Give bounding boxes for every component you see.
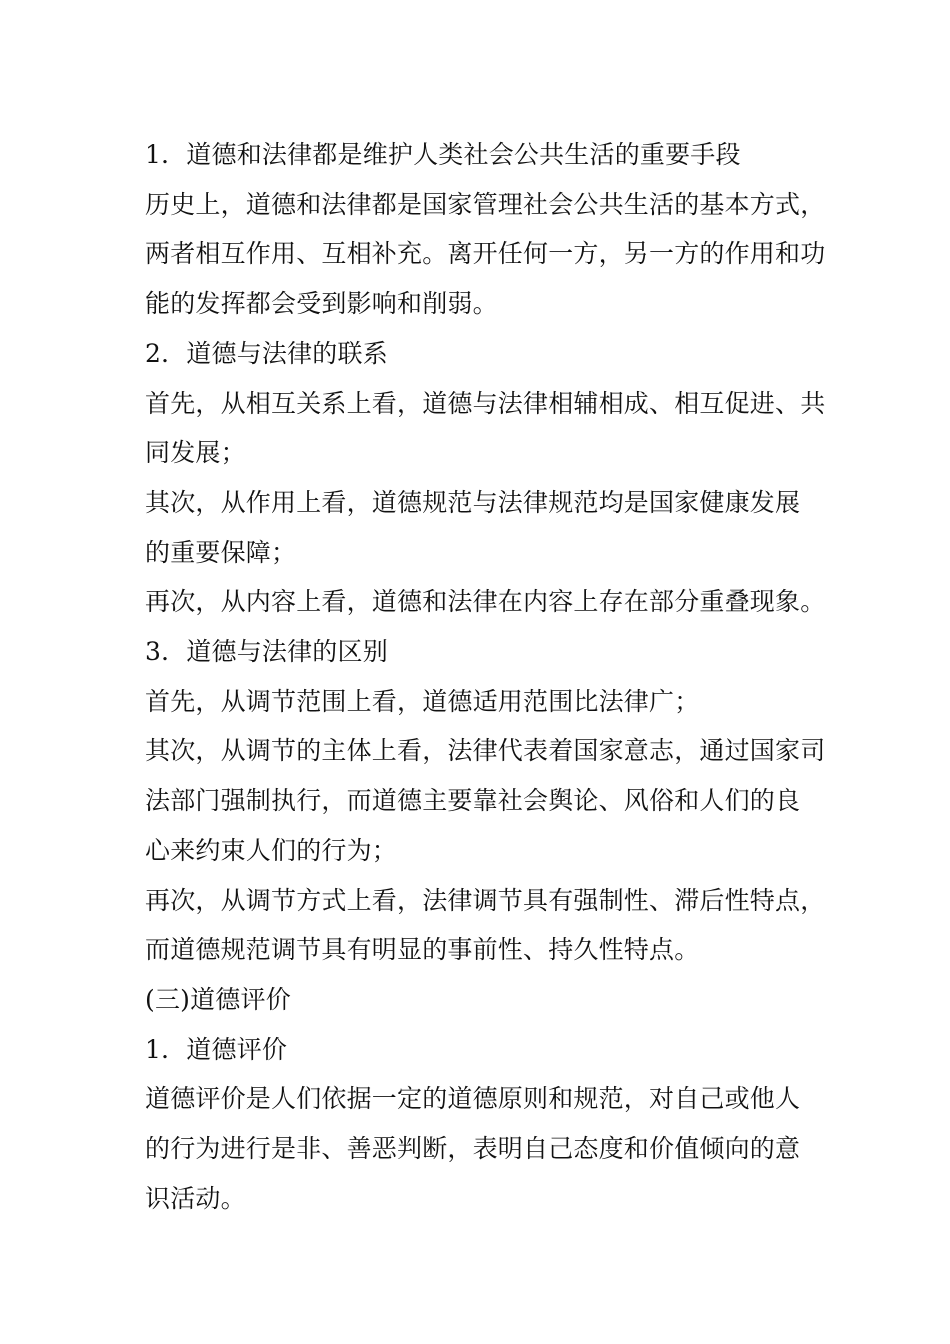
paragraph-line: 再次，从内容上看，道德和法律在内容上存在部分重叠现象。 [145,587,826,617]
heading-1-morality-law-means: 1．道德和法律都是维护人类社会公共生活的重要手段 [145,140,741,169]
heading-3-morality-law-difference: 3．道德与法律的区别 [145,637,388,667]
paragraph-line: 两者相互作用、互相补充。离开任何一方，另一方的作用和功 [145,239,826,269]
paragraph-line: 首先，从调节范围上看，道德适用范围比法律广； [145,686,700,716]
paragraph-line: 同发展； [145,438,246,468]
paragraph-line: 识活动。 [145,1183,246,1213]
paragraph-line: 心来约束人们的行为； [145,835,398,865]
section-heading-moral-evaluation: (三)道德评价 [145,984,291,1014]
paragraph-line: 的行为进行是非、善恶判断，表明自己态度和价值倾向的意 [145,1134,801,1164]
paragraph-line: 再次，从调节方式上看，法律调节具有强制性、滞后性特点， [145,885,826,915]
paragraph-line: 的重要保障； [145,537,297,567]
paragraph-line: 历史上，道德和法律都是国家管理社会公共生活的基本方式， [145,189,826,219]
paragraph-line: 而道德规范调节具有明显的事前性、持久性特点。 [145,935,700,965]
paragraph-line: 法部门强制执行，而道德主要靠社会舆论、风俗和人们的良 [145,786,801,816]
paragraph-line: 其次，从调节的主体上看，法律代表着国家意志，通过国家司 [145,736,826,766]
document-page [145,130,825,1223]
paragraph-line: 首先，从相互关系上看，道德与法律相辅相成、相互促进、共 [145,388,826,418]
paragraph-line: 能的发挥都会受到影响和削弱。 [145,289,498,319]
heading-1-moral-evaluation: 1．道德评价 [145,1034,288,1064]
paragraph-line: 其次，从作用上看，道德规范与法律规范均是国家健康发展 [145,487,801,517]
heading-2-morality-law-connection: 2．道德与法律的联系 [145,338,388,368]
paragraph-line: 道德评价是人们依据一定的道德原则和规范，对自己或他人 [145,1084,801,1114]
